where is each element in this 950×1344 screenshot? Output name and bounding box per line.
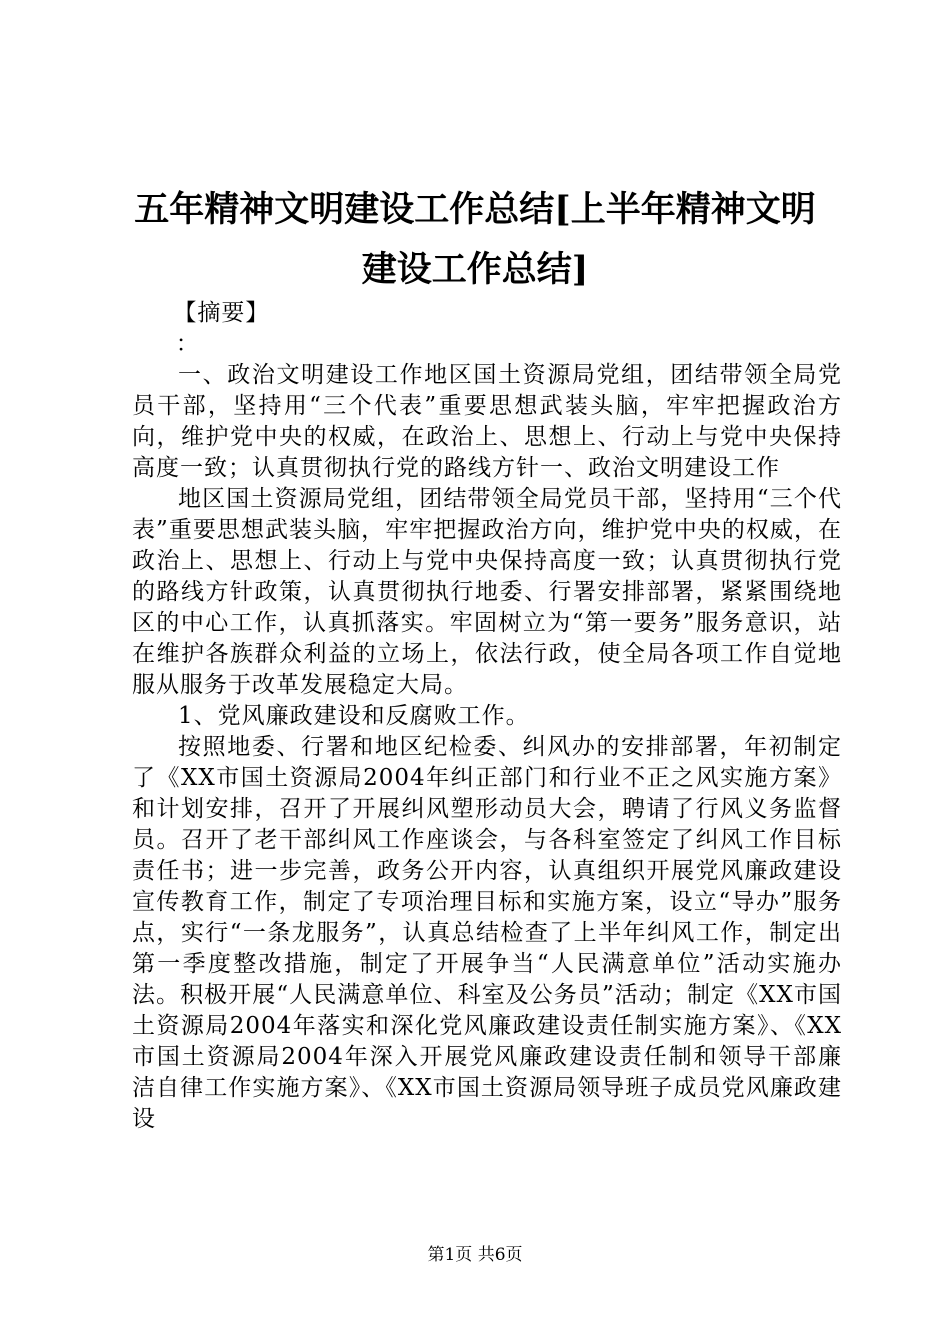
paragraph-4: 按照地委、行署和地区纪检委、纠风办的安排部署，年初制定了《XX市国土资源局2004年纠正部门和行业不正之风实施方案》和计划安排，召开了开展纠风塑形动员大会，聘请了行风义务监督员。召开了老干部纠风工作座谈会，与各科室签定了纠风工作目标责任书；进一步完善，政务公开内容，认真组织开展党风廉政建设宣传教育工作，制定了专项治理目标和实施方案，设立“导办”服务点，实行“一条龙服务”，认真总结检查了上半年纠风工作，制定出第一季度整改措施，制定了开展争当“人民满意单位”活动实施办法。积极开展“人民满意单位、科室及公务员”活动；制定《XX市国土资源局2004年落实和深化党风廉政建设责任制实施方案》、《XX市国土资源局2004年深入开展党风廉政建设责任制和领导干部廉洁自律工作实施方案》、《XX市国土资源局领导班子成员党风廉政建设 [132,734,842,1132]
document-title: 五年精神文明建设工作总结[上半年精神文明建设工作总结] [134,189,816,290]
paragraph-3-heading: 1、党风廉政建设和反腐败工作。 [178,703,530,729]
page-footer: 第1页 共6页 [427,1245,523,1265]
paragraph-1: 一、政治文明建设工作地区国土资源局党组，团结带领全局党员干部，坚持用“三个代表”重要思想武装头脑，牢牢把握政治方向，维护党中央的权威，在政治上、思想上、行动上与党中央保持高度一致；认真贯彻执行党的路线方针一、政治文明建设工作 [132,362,842,481]
abstract-label: 【摘要】 [173,300,270,326]
abstract-colon: ： [175,331,200,357]
document-body [132,298,842,1135]
paragraph-2: 地区国土资源局党组，团结带领全局党员干部，坚持用“三个代表”重要思想武装头脑，牢牢把握政治方向，维护党中央的权威，在政治上、思想上、行动上与党中央保持高度一致；认真贯彻执行党的路线方针政策，认真贯彻执行地委、行署安排部署，紧紧围绕地区的中心工作，认真抓落实。牢固树立为“第一要务”服务意识，站在维护各族群众利益的立场上，依法行政，使全局各项工作自觉地服从服务于改革发展稳定大局。 [132,486,842,698]
